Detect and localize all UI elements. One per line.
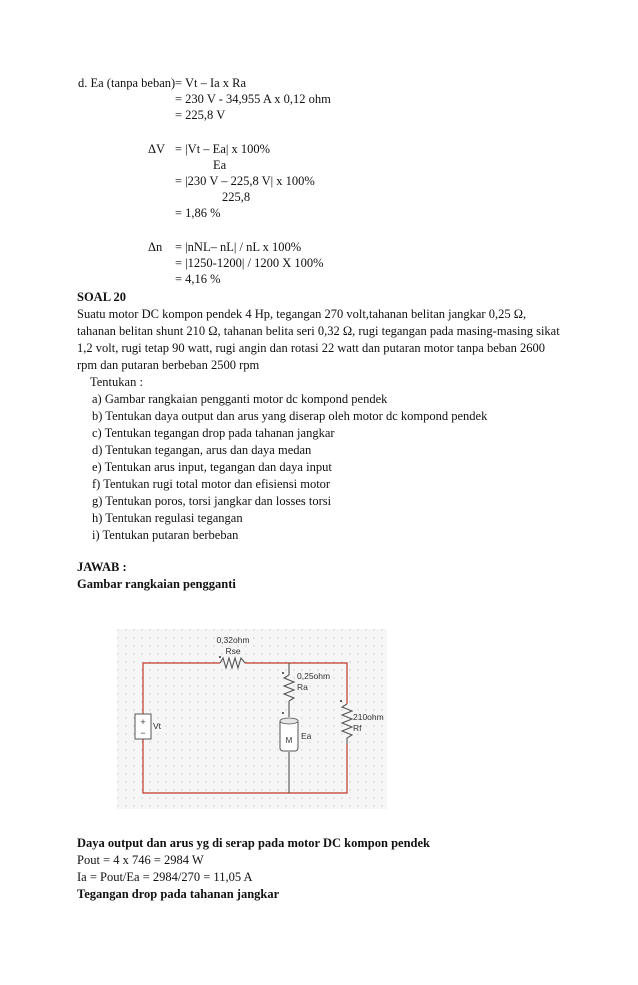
delta-n-formula: = |nNL– nL| / nL x 100% [175,240,302,254]
ra-name-label: Ra [297,682,308,692]
jawab-subtitle: Gambar rangkaian pengganti [77,577,236,591]
motor-symbol: M [285,736,293,745]
delta-v-substitution: = |230 V – 225,8 V| x 100% [175,174,315,188]
ra-polarity-dot [282,672,284,674]
rf-value-label: 210ohm [353,712,384,722]
rf-polarity-dot [340,700,342,702]
question-item: g) Tentukan poros, torsi jangkar dan losses torsi [92,494,332,508]
ea-formula: = Vt – Ia x Ra [175,76,247,90]
delta-v-formula: = |Vt – Ea| x 100% [175,142,271,156]
source-plus-sign: + [140,717,146,727]
rf-name-label: Rf [353,723,362,733]
question-item: h) Tentukan regulasi tegangan [92,511,243,525]
tentukan-label: Tentukan : [90,375,143,389]
delta-v-denominator-value: 225,8 [222,190,251,204]
ea-substitution: = 230 V - 34,955 A x 0,12 ohm [175,92,331,106]
delta-n-substitution: = |1250-1200| / 1200 X 100% [175,256,324,270]
delta-v-denominator: Ea [213,158,227,172]
question-item: d) Tentukan tegangan, arus dan daya medan [92,443,312,457]
ea-result: = 225,8 V [175,108,226,122]
question-item: c) Tentukan tegangan drop pada tahanan jangkar [92,426,335,440]
question-item: f) Tentukan rugi total motor dan efisiensi motor [92,477,331,491]
ra-value-label: 0,25ohm [297,671,331,681]
soal-title: SOAL 20 [77,290,126,304]
delta-v-result: = 1,86 % [175,206,221,220]
source-minus-sign: − [140,728,146,738]
question-item: e) Tentukan arus input, tegangan dan daya input [92,460,332,474]
soal-paragraph-line: Suatu motor DC kompon pendek 4 Hp, tegangan 270 volt,tahanan belitan jangkar 0,25 Ω, [77,307,527,321]
jawab-title: JAWAB : [77,560,127,574]
power-output-heading: Daya output dan arus yg di serap pada motor DC kompon pendek [77,836,430,850]
rse-name-label: Rse [225,646,241,656]
equivalent-circuit-diagram [117,629,387,809]
delta-n-result: = 4,16 % [175,272,221,286]
delta-v-label: ΔV [148,142,166,156]
voltage-source-icon [135,714,151,739]
voltage-drop-heading: Tegangan drop pada tahanan jangkar [77,887,280,901]
motor-name-label: Ea [301,731,312,741]
question-item: b) Tentukan daya output dan arus yang diserap oleh motor dc kompond pendek [92,409,488,423]
soal-paragraph-line: 1,2 volt, rugi tetap 90 watt, rugi angin dan rotasi 22 watt dan putaran motor tanpa beban 2600 [77,341,545,355]
ea-label: d. Ea (tanpa beban) [78,76,176,90]
rse-polarity-dot [219,656,221,658]
soal-paragraph-line: rpm dan putaran berbeban 2500 rpm [77,358,260,372]
ia-calculation: Ia = Pout/Ea = 2984/270 = 11,05 A [77,870,253,884]
source-name-label: Vt [153,721,162,731]
motor-polarity-dot [282,712,284,714]
dc-motor-icon [280,718,298,751]
soal-paragraph-line: tahanan belitan shunt 210 Ω, tahanan belita seri 0,32 Ω, rugi tegangan pada masing-masing sikat [77,324,560,338]
delta-n-label: Δn [148,240,163,254]
question-item: i) Tentukan putaran berbeban [92,528,239,542]
rse-value-label: 0,32ohm [216,635,250,645]
question-item: a) Gambar rangkaian pengganti motor dc kompond pendek [92,392,388,406]
pout-calculation: Pout = 4 x 746 = 2984 W [77,853,204,867]
